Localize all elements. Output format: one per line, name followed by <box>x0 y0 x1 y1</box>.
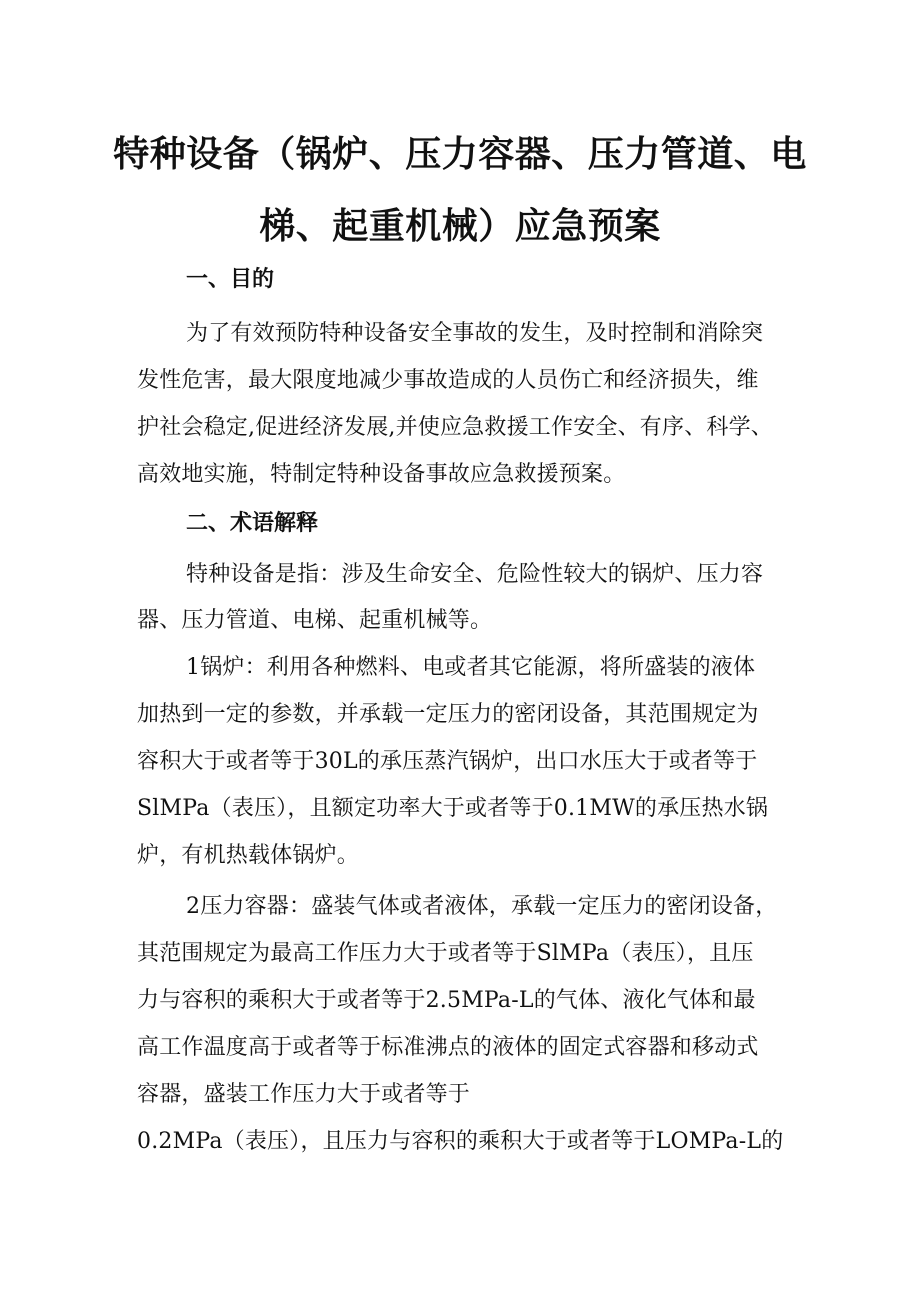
paragraph-line: 0.2MPa（表压），且压力与容积的乘积大于或者等于LOMPa-L的 <box>137 1129 784 1154</box>
paragraph-line: 1锅炉：利用各种燃料、电或者其它能源，将所盛装的液体 <box>186 655 756 680</box>
paragraph-line: 发性危害，最大限度地减少事故造成的人员伤亡和经济损失，维 <box>137 368 759 393</box>
document-title-line-1: 特种设备（锅炉、压力容器、压力管道、电 <box>113 134 807 175</box>
paragraph-line: 2压力容器：盛装气体或者液体，承载一定压力的密闭设备， <box>186 894 778 919</box>
paragraph-line: 容积大于或者等于30L的承压蒸汽锅炉，出口水压大于或者等于 <box>137 749 758 774</box>
paragraph-line: 器、压力管道、电梯、起重机械等。 <box>137 608 493 633</box>
paragraph-line: 高效地实施，特制定特种设备事故应急救援预案。 <box>137 462 626 487</box>
paragraph-line: 高工作温度高于或者等于标准沸点的液体的固定式容器和移动式 <box>137 1035 759 1060</box>
document-title-line-2: 梯、起重机械）应急预案 <box>259 206 661 247</box>
paragraph-line: SlMPa（表压），且额定功率大于或者等于0.1MW的承压热水锅 <box>137 796 769 821</box>
paragraph-line: 加热到一定的参数，并承载一定压力的密闭设备，其范围规定为 <box>137 702 759 727</box>
paragraph-line: 护社会稳定,促进经济发展,并使应急救援工作安全、有序、科学、 <box>137 415 773 440</box>
paragraph-line: 为了有效预防特种设备安全事故的发生，及时控制和消除突 <box>186 321 764 346</box>
paragraph-line: 容器，盛装工作压力大于或者等于 <box>137 1082 471 1107</box>
paragraph-line: 炉，有机热载体锅炉。 <box>137 843 360 868</box>
paragraph-line: 特种设备是指：涉及生命安全、危险性较大的锅炉、压力容 <box>186 562 764 587</box>
section-heading-purpose: 一、目的 <box>186 267 275 292</box>
section-heading-terms: 二、术语解释 <box>186 511 319 536</box>
paragraph-line: 其范围规定为最高工作压力大于或者等于SlMPa（表压），且压 <box>137 941 754 966</box>
paragraph-line: 力与容积的乘积大于或者等于2.5MPa-L的气体、液化气体和最 <box>137 988 756 1013</box>
